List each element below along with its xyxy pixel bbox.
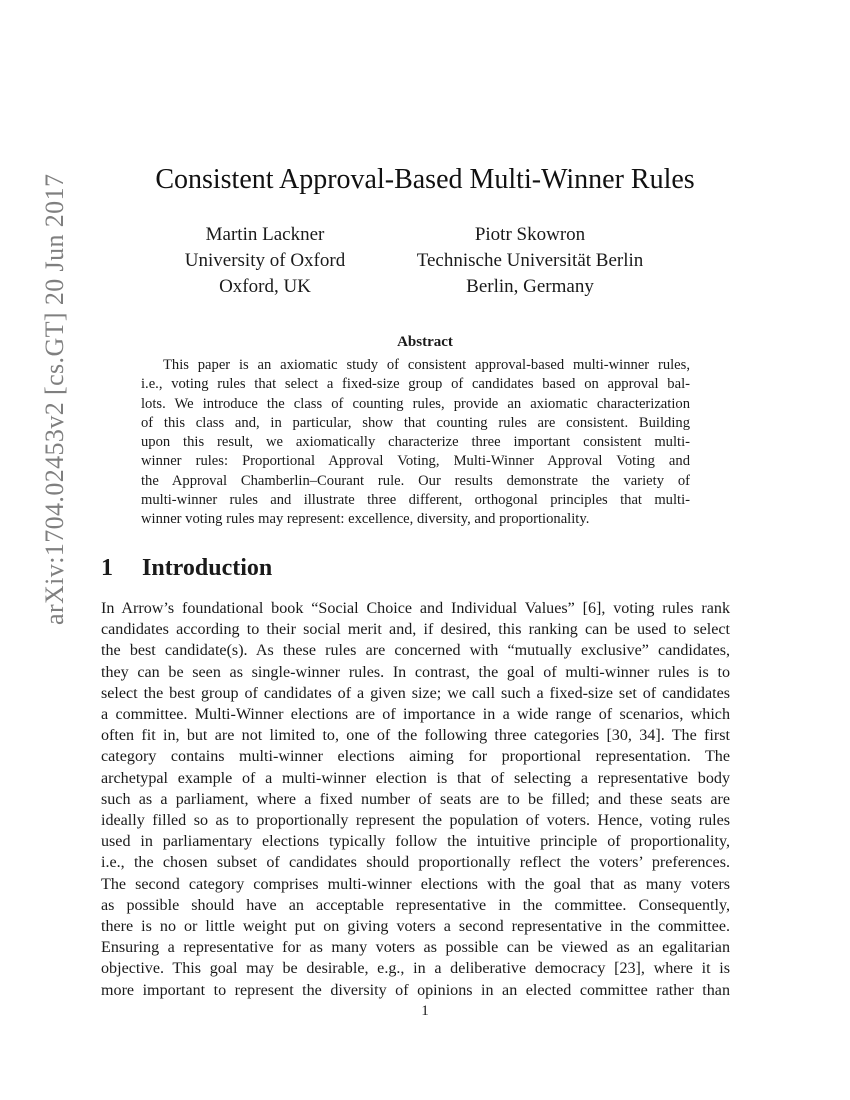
author-affiliation: Technische Universität Berlin xyxy=(416,250,644,271)
abstract-line: winner voting rules may represent: excellence, diversity, and proportionality. xyxy=(141,511,590,528)
body-line: Ensuring a representative for as many voters as possible can be viewed as an egalitarian xyxy=(101,939,730,957)
abstract-heading: Abstract xyxy=(397,334,453,350)
abstract-line: upon this result, we axiomatically characterize three important consistent multi- xyxy=(141,434,690,451)
page-number: 1 xyxy=(421,1003,429,1019)
body-line: objective. This goal may be desirable, e.g., in a deliberative democracy [23], where it is xyxy=(101,960,730,978)
abstract-line: i.e., voting rules that select a fixed-size group of candidates based on approval bal- xyxy=(141,376,690,393)
body-line: they can be seen as single-winner rules. In contrast, the goal of multi-winner rules is to xyxy=(101,663,730,681)
body-line: select the best group of candidates of a given size; we call such a fixed-size set of candidates xyxy=(101,684,730,702)
author-name: Piotr Skowron xyxy=(474,224,586,245)
body-line: category contains multi-winner elections aiming for proportional representation. The xyxy=(101,748,730,766)
body-line: as possible should have an acceptable representative in the committee. Consequently, xyxy=(101,896,730,914)
author-location: Berlin, Germany xyxy=(466,276,594,297)
author-location: Oxford, UK xyxy=(219,276,311,297)
body-line: used in parliamentary elections typically follow the intuitive principle of proportionality, xyxy=(101,833,730,851)
body-line: the best candidate(s). As these rules are concerned with “mutually exclusive” candidates, xyxy=(101,642,730,660)
body-line: there is no or little weight put on giving voters a second representative in the committee. xyxy=(101,918,730,936)
abstract-line: winner rules: Proportional Approval Voting, Multi-Winner Approval Voting and xyxy=(141,453,690,470)
body-line: In Arrow’s foundational book “Social Choice and Individual Values” [6], voting rules rank xyxy=(101,600,730,617)
abstract-line: lots. We introduce the class of counting rules, provide an axiomatic characterization xyxy=(141,395,690,412)
section-title: Introduction xyxy=(142,555,273,581)
section-heading xyxy=(101,555,272,582)
arxiv-identifier: arXiv:1704.02453v2 [cs.GT] 20 Jun 2017 xyxy=(40,173,69,625)
body-line: such as a parliament, where a fixed number of seats are to be filled; and these seats are xyxy=(101,790,730,808)
body-line: The second category comprises multi-winner elections with the goal that as many voters xyxy=(101,875,730,893)
author-block xyxy=(380,222,680,300)
abstract-line: of this class and, in particular, show that counting rules are consistent. Building xyxy=(141,414,690,431)
introduction-body xyxy=(101,598,730,1001)
abstract-line: multi-winner rules and illustrate three different, orthogonal principles that multi- xyxy=(141,492,690,509)
body-line: more important to represent the diversity of opinions in an elected committee rather than xyxy=(101,981,730,999)
body-line: ideally filled so as to proportionally represent the population of voters. Hence, voting rules xyxy=(101,812,730,830)
section-number: 1 xyxy=(101,555,113,581)
abstract-body xyxy=(141,356,690,530)
paper-title: Consistent Approval-Based Multi-Winner Rules xyxy=(155,164,695,195)
body-line: a committee. Multi-Winner elections are of importance in a wide range of scenarios, which xyxy=(101,706,730,724)
body-line: often fit in, but are not limited to, one of the following three categories [30, 34]. The first xyxy=(101,727,730,745)
body-line: i.e., the chosen subset of candidates should proportionally reflect the voters’ preferences. xyxy=(101,854,730,872)
abstract-line: This paper is an axiomatic study of consistent approval-based multi-winner rules, xyxy=(163,357,690,373)
author-block xyxy=(150,222,380,300)
body-line: candidates according to their social merit and, if desired, this ranking can be used to select xyxy=(101,621,730,639)
author-name: Martin Lackner xyxy=(205,224,325,245)
author-affiliation: University of Oxford xyxy=(184,250,346,271)
abstract-line: the Approval Chamberlin–Courant rule. Our results demonstrate the variety of xyxy=(141,472,690,489)
body-line: archetypal example of a multi-winner election is that of selecting a representative body xyxy=(101,769,730,787)
